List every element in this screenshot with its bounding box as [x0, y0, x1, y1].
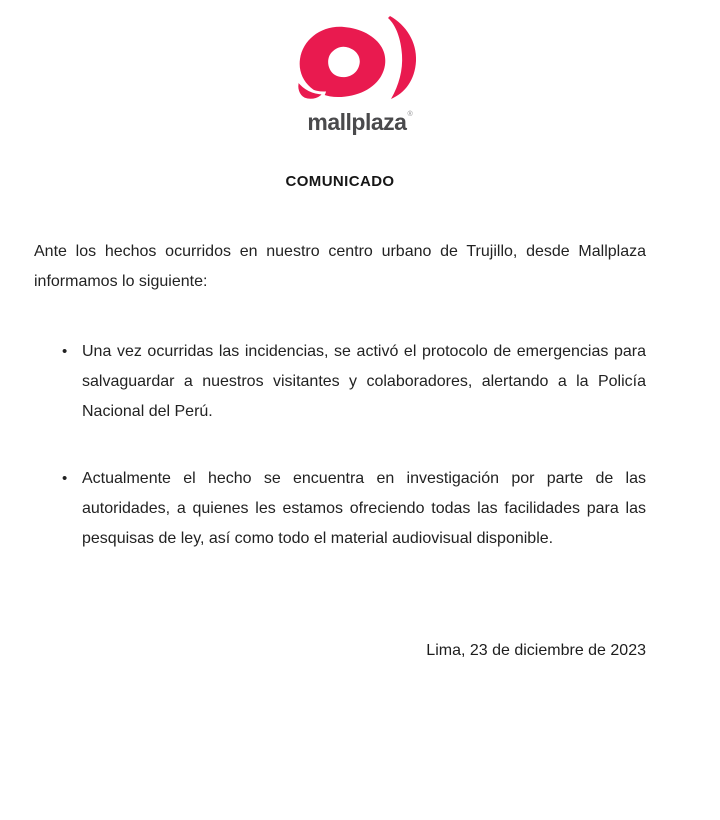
- bullet-text: Actualmente el hecho se encuentra en investigación por parte de las autoridades, a quienes les estamos ofreciendo todas las facilidades para las pesquisas de ley, así como todo el material audiovisual disponible.: [82, 470, 646, 547]
- dateline: Lima, 23 de diciembre de 2023: [426, 642, 646, 659]
- document-title: COMUNICADO: [285, 173, 395, 190]
- bullet-list: [34, 337, 646, 554]
- trademark-icon: ®: [407, 111, 413, 118]
- bullet-icon: •: [62, 470, 68, 487]
- wordmark-row: [0, 104, 720, 137]
- mallplaza-swirl-icon: [295, 14, 425, 102]
- bullet-text: Una vez ocurridas las incidencias, se activó el protocolo de emergencias para salvaguardar a nuestros visitantes y colaboradores, alertando a la Policía Nacional del Perú.: [82, 343, 646, 420]
- bullet-item: [34, 337, 646, 427]
- bullet-icon: •: [62, 343, 68, 360]
- mallplaza-logo: [0, 0, 720, 137]
- mallplaza-wordmark: mallplaza: [307, 109, 407, 135]
- bullet-item: [34, 464, 646, 554]
- document-body: [0, 173, 720, 666]
- swirl-crescent-shape: [388, 16, 416, 99]
- swirl-ring-shape: [300, 27, 386, 97]
- intro-paragraph: Ante los hechos ocurridos en nuestro centro urbano de Trujillo, desde Mallplaza informamos lo siguiente:: [34, 243, 646, 290]
